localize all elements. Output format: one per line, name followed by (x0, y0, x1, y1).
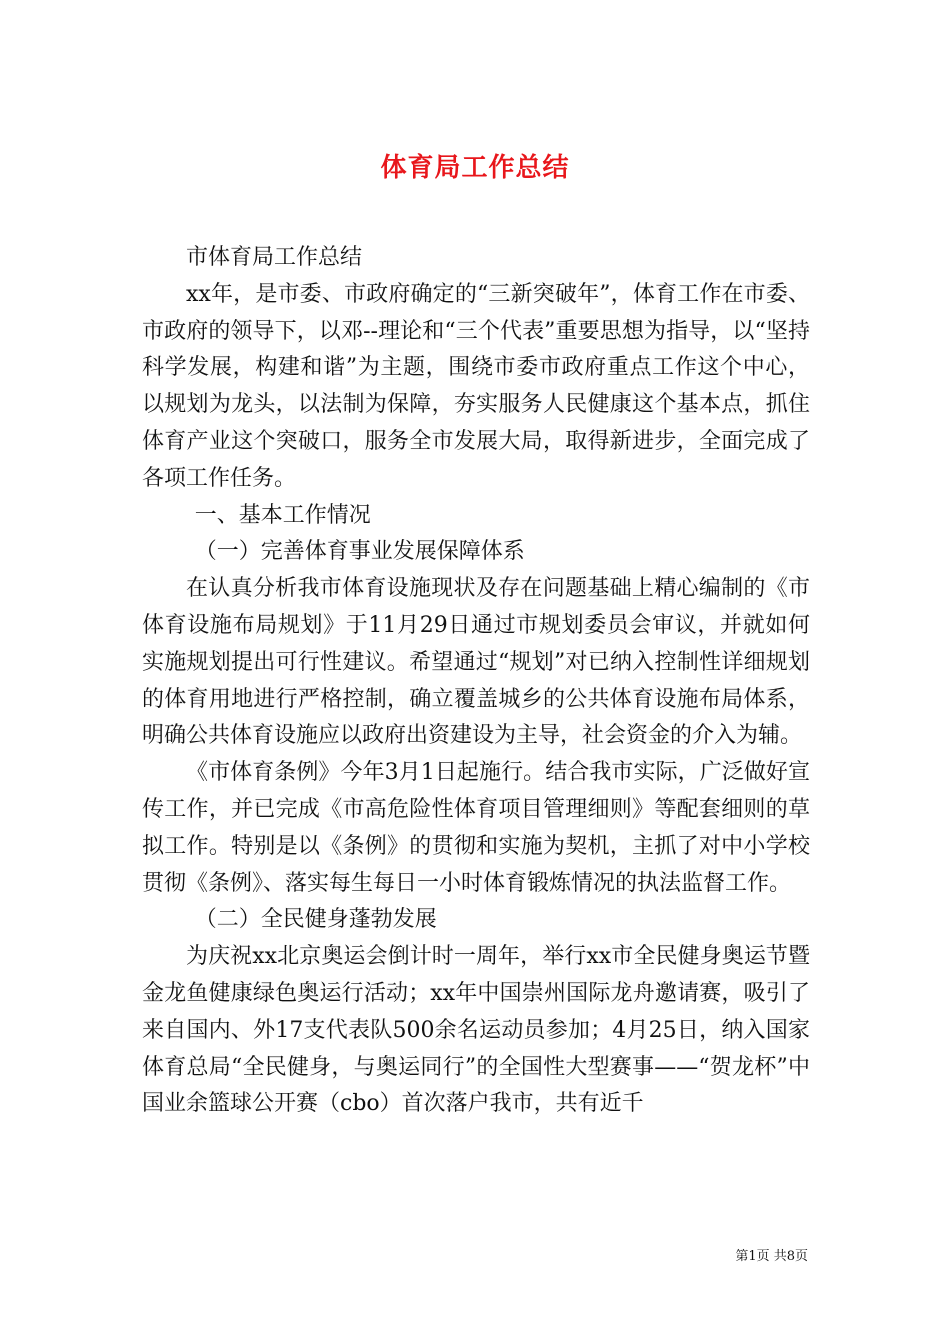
paragraph-fitness-events: 为庆祝xx北京奥运会倒计时一周年，举行xx市全民健身奥运节暨金龙鱼健康绿色奥运行活动；xx年中国崇州国际龙舟邀请赛，吸引了来自国内、外17支代表队500余名运动员参加；4月25日，纳入国家体育总局“全民健身，与奥运同行”的全国性大型赛事——“贺龙杯”中国业余篮球公开赛（cbo）首次落户我市，共有近千 (142, 944, 810, 1117)
subsection-heading-1: （一）完善体育事业发展保障体系 (194, 539, 525, 565)
document-body (142, 240, 810, 1123)
paragraph-facility-plan: 在认真分析我市体育设施现状及存在问题基础上精心编制的《市体育设施布局规划》于11月29日通过市规划委员会审议，并就如何实施规划提出可行性建议。希望通过“规划”对已纳入控制性详细规划的体育用地进行严格控制，确立覆盖城乡的公共体育设施布局体系，明确公共体育设施应以政府出资建设为主导，社会资金的介入为辅。 (142, 576, 810, 749)
paragraph-sports-regulation: 《市体育条例》今年3月1日起施行。结合我市实际，广泛做好宣传工作，并已完成《市高危险性体育项目管理细则》等配套细则的草拟工作。特别是以《条例》的贯彻和实施为契机，主抓了对中小学校贯彻《条例》、落实每生每日一小时体育锻炼情况的执法监督工作。 (142, 760, 810, 896)
section-heading-basic-work: 一、基本工作情况 (194, 502, 371, 528)
paragraph-subtitle: 市体育局工作总结 (186, 245, 363, 270)
subsection-heading-2: （二）全民健身蓬勃发展 (194, 907, 437, 933)
page-title: 体育局工作总结 (380, 153, 570, 184)
page-number: 第1页 共8页 (735, 1249, 808, 1264)
paragraph-intro: xx年，是市委、市政府确定的“三新突破年”，体育工作在市委、市政府的领导下，以邓--理论和“三个代表”重要思想为指导，以“坚持科学发展，构建和谐”为主题，围绕市委市政府重点工作这个中心，以规划为龙头，以法制为保障，夯实服务人民健康这个基本点，抓住体育产业这个突破口，服务全市发展大局，取得新进步，全面完成了各项工作任务。 (142, 281, 810, 491)
